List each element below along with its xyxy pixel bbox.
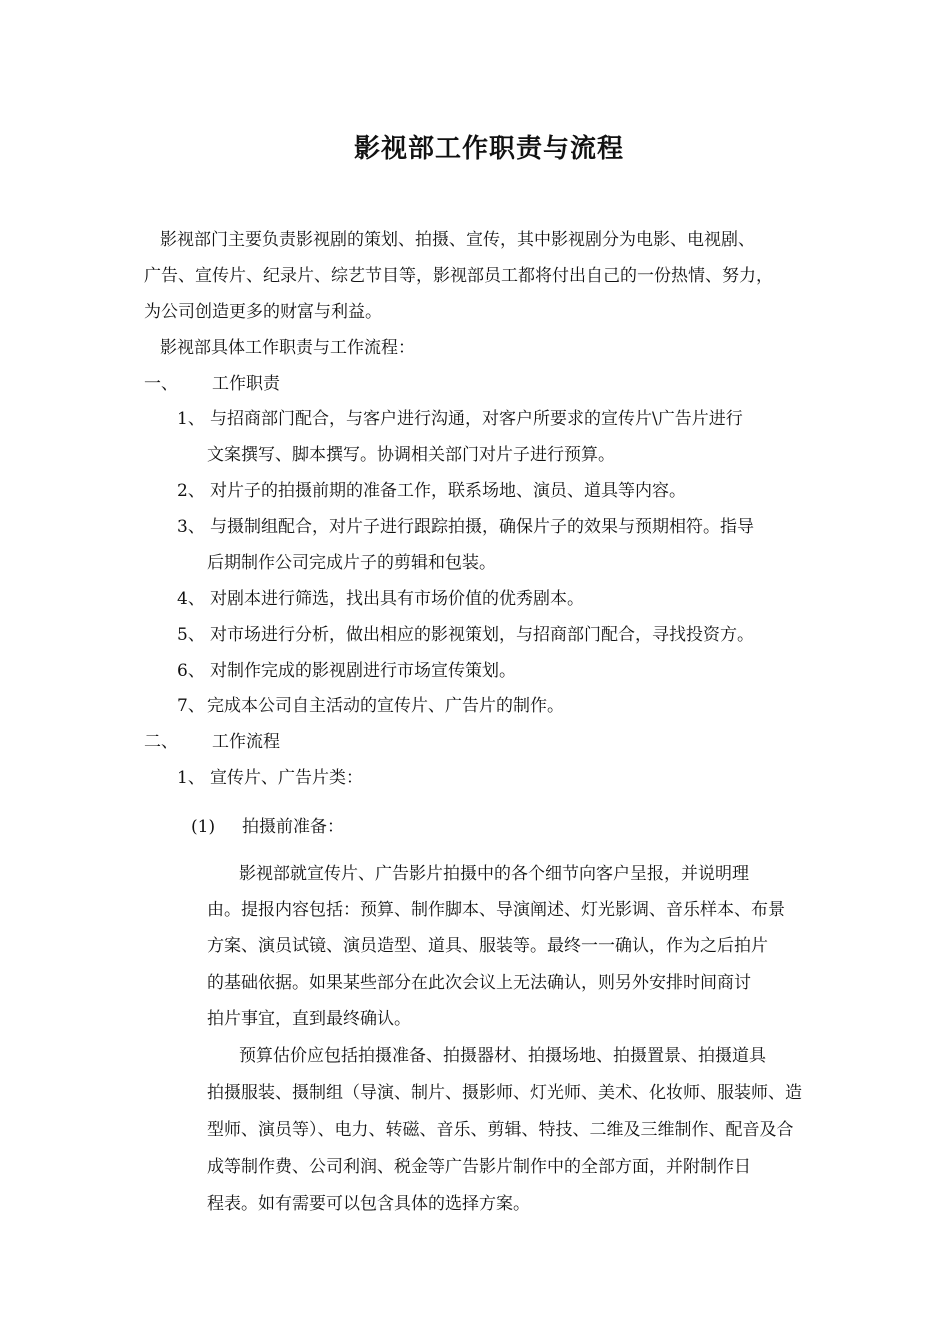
- duty-5-line-1: 对市场进行分析，做出相应的影视策划，与招商部门配合，寻找投资方。: [210, 625, 754, 645]
- flow-1-label: 宣传片、广告片类：: [210, 768, 363, 788]
- duty-3-line-1: 与摄制组配合，对片子进行跟踪拍摄，确保片子的效果与预期相符。指导: [210, 517, 754, 537]
- step-para-1-line-3: 方案、演员试镜、演员造型、道具、服装等。最终一一确认，作为之后拍片: [207, 936, 768, 956]
- flow-1-number: 1、: [177, 768, 205, 788]
- duty-6-number: 6、: [177, 661, 205, 681]
- step-para-2-line-1: 预算估价应包括拍摄准备、拍摄器材、拍摄场地、拍摄置景、拍摄道具: [239, 1046, 766, 1066]
- duty-2-number: 2、: [177, 481, 205, 501]
- duty-5-number: 5、: [177, 625, 205, 645]
- step-para-1-line-1: 影视部就宣传片、广告影片拍摄中的各个细节向客户呈报，并说明理: [239, 864, 749, 884]
- duty-4-number: 4、: [177, 589, 205, 609]
- duty-1-number: 1、: [177, 409, 205, 429]
- duty-4-line-1: 对剧本进行筛选，找出具有市场价值的优秀剧本。: [210, 589, 584, 609]
- step-para-1-line-5: 拍片事宜，直到最终确认。: [207, 1009, 411, 1029]
- step-para-2-line-5: 程表。如有需要可以包含具体的选择方案。: [207, 1194, 530, 1214]
- duty-2-line-1: 对片子的拍摄前期的准备工作，联系场地、演员、道具等内容。: [210, 481, 686, 501]
- duty-6-line-1: 对制作完成的影视剧进行市场宣传策划。: [210, 661, 516, 681]
- section-1-number: 一、: [144, 374, 178, 394]
- step-para-2-line-4: 成等制作费、公司利润、税金等广告影片制作中的全部方面，并附制作日: [207, 1157, 751, 1177]
- duty-3-line-2: 后期制作公司完成片子的剪辑和包装。: [207, 553, 496, 573]
- duty-1-line-1: 与招商部门配合，与客户进行沟通，对客户所要求的宣传片\广告片进行: [210, 409, 743, 429]
- duty-1-line-2: 文案撰写、脚本撰写。协调相关部门对片子进行预算。: [207, 445, 615, 465]
- step-1-number: (1): [191, 817, 216, 837]
- document-title: 影视部工作职责与流程: [353, 134, 624, 164]
- lead-text: 影视部具体工作职责与工作流程：: [160, 338, 415, 358]
- duty-7-number: 7、: [177, 696, 205, 716]
- intro-line-2: 广告、宣传片、纪录片、综艺节目等，影视部员工都将付出自己的一份热情、努力，: [144, 266, 773, 286]
- step-para-2-line-2: 拍摄服装、摄制组（导演、制片、摄影师、灯光师、美术、化妆师、服装师、造: [207, 1083, 802, 1103]
- section-1-heading: 工作职责: [212, 374, 280, 394]
- section-2-number: 二、: [144, 732, 178, 752]
- step-1-label: 拍摄前准备：: [242, 817, 344, 837]
- duty-7-line-1: 完成本公司自主活动的宣传片、广告片的制作。: [207, 696, 564, 716]
- step-para-1-line-4: 的基础依据。如果某些部分在此次会议上无法确认，则另外安排时间商讨: [207, 973, 751, 993]
- duty-3-number: 3、: [177, 517, 205, 537]
- step-para-1-line-2: 由。提报内容包括：预算、制作脚本、导演阐述、灯光影调、音乐样本、布景: [207, 900, 785, 920]
- intro-line-1: 影视部门主要负责影视剧的策划、拍摄、宣传，其中影视剧分为电影、电视剧、: [160, 230, 755, 250]
- step-para-2-line-3: 型师、演员等）、电力、转磁、音乐、剪辑、特技、二维及三维制作、配音及合: [207, 1120, 794, 1140]
- intro-line-3: 为公司创造更多的财富与利益。: [144, 302, 382, 322]
- section-2-heading: 工作流程: [212, 732, 280, 752]
